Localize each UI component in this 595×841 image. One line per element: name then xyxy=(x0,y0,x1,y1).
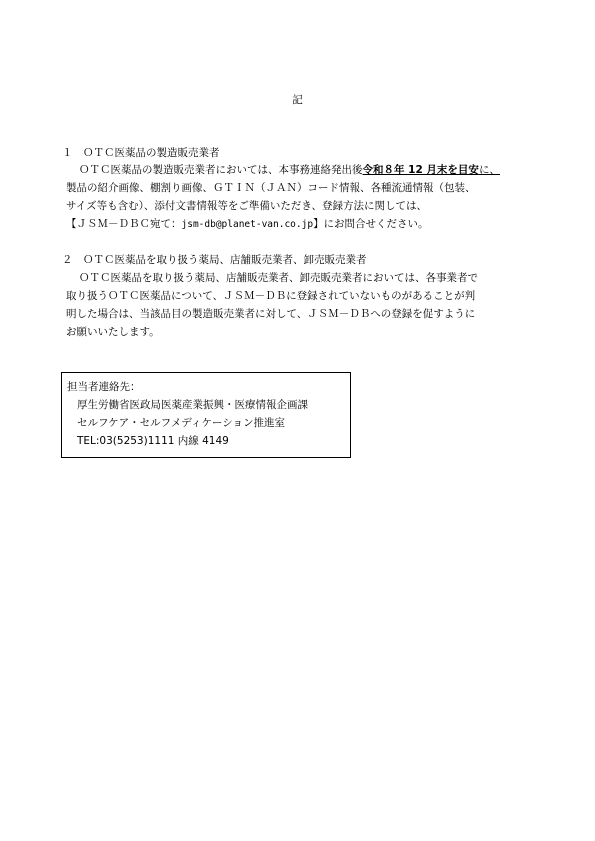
section2-title: ２ ＯＴＣ医薬品を取り扱う薬局、店舗販売業者、卸売販売業者 xyxy=(62,254,367,266)
section1-line3: サイズ等も含む）、添付文書情報等をご準備いただき、登録方法に関しては、 xyxy=(66,200,427,212)
heading-ki: 記 xyxy=(292,94,303,106)
contact-department: 厚生労働省医政局医薬産業振興・医療情報企画課 xyxy=(77,399,308,411)
contact-box xyxy=(61,372,351,458)
section1-line2: 製品の紹介画像、棚割り画像、ＧＴＩＮ（ＪＡＮ）コード情報、各種流通情報（包装、 xyxy=(66,182,476,194)
section2-line4: お願いいたします。 xyxy=(66,326,160,338)
section1-deadline: 令和８年 12 月末を目安 xyxy=(362,164,479,176)
section2-line2: 取り扱うＯＴＣ医薬品について、ＪＳＭ－ＤＢに登録されていないものがあることが判 xyxy=(66,290,476,302)
contact-email-link[interactable]: jsm-db@planet-van.co.jp xyxy=(181,219,314,230)
section1-title: １ ＯＴＣ医薬品の製造販売業者 xyxy=(62,147,220,159)
section1-line4-post: 】にお問合せください。 xyxy=(313,218,429,230)
section1-line1-post: に、 xyxy=(478,164,500,176)
section1-line1-pre: ＯＴＣ医薬品の製造販売業者においては、本事務連絡発出後 xyxy=(79,164,363,176)
contact-office: セルフケア・セルフメディケーション推進室 xyxy=(77,417,286,429)
section2-line3: 明した場合は、当該品目の製造販売業者に対して、ＪＳＭ－ＤＢへの登録を促すように xyxy=(66,308,476,320)
section1-line4 xyxy=(66,217,429,232)
section1-line1 xyxy=(79,163,500,177)
contact-tel: TEL:03(5253)1111 内線 4149 xyxy=(77,435,229,447)
section2-line1: ＯＴＣ医薬品を取り扱う薬局、店舗販売業者、卸売販売業者においては、各事業者で xyxy=(79,272,478,284)
section1-line4-pre: 【ＪＳＭ－ＤＢＣ宛て： xyxy=(66,218,182,230)
contact-label: 担当者連絡先： xyxy=(67,381,141,393)
